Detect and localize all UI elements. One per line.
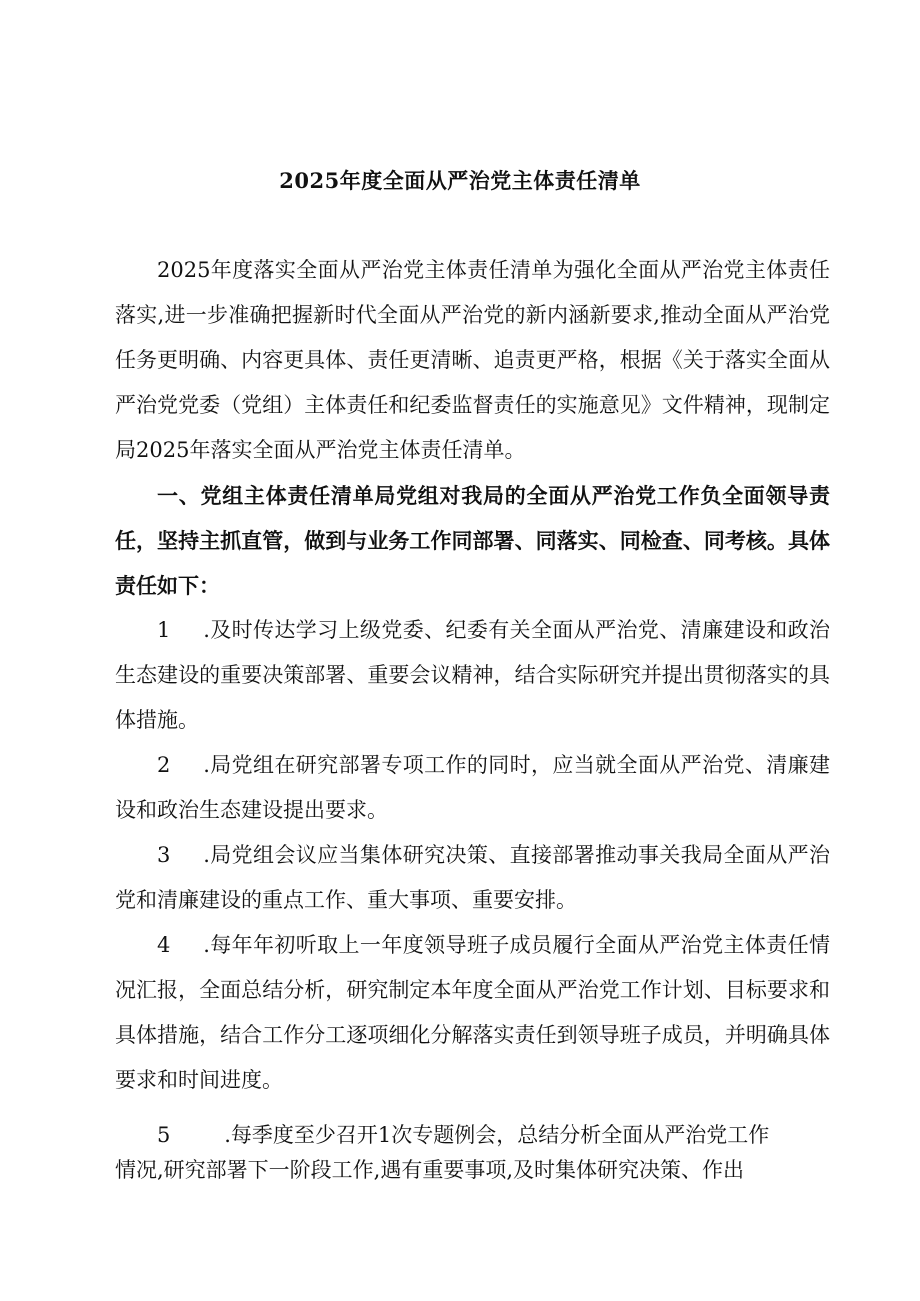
document-title: 2025年度全面从严治党主体责任清单 <box>279 168 641 193</box>
item-text: .局党组会议应当集体研究决策、直接部署推动事关我局全面从严治党和清廉建设的重点工作、重大事项、重要安排。 <box>115 843 830 912</box>
item-text: .局党组在研究部署专项工作的同时，应当就全面从严治党、清廉建设和政治生态建设提出要求。 <box>115 753 830 822</box>
item-number: 1 <box>157 618 171 642</box>
item-number: 4 <box>157 933 171 957</box>
item-text: .及时传达学习上级党委、纪委有关全面从严治党、清廉建设和政治生态建设的重要决策部署、重要会议精神，结合实际研究并提出贯彻落实的具体措施。 <box>115 618 830 732</box>
item-number: 2 <box>157 753 171 777</box>
section-heading: 一、党组主体责任清单局党组对我局的全面从严治党工作负全面领导责任，坚持主抓直管，做到与业务工作同部署、同落实、同检查、同考核。具体责任如下： <box>115 483 830 598</box>
item-text: .每季度至少召开1次专题例会，总结分析全面从严治党工作 <box>224 1123 770 1147</box>
list-item <box>115 923 830 1103</box>
item-text: .每年年初听取上一年度领导班子成员履行全面从严治党主体责任情况汇报，全面总结分析，研究制定本年度全面从严治党工作计划、目标要求和具体措施，结合工作分工逐项细化分解落实责任到领导班子成员，并明确具体要求和时间进度。 <box>115 933 830 1092</box>
item-number: 3 <box>157 843 171 867</box>
list-item <box>115 743 830 833</box>
list-item <box>115 833 830 923</box>
intro-paragraph: 2025年度落实全面从严治党主体责任清单为强化全面从严治党主体责任落实,进一步准确把握新时代全面从严治党的新内涵新要求,推动全面从严治党任务更明确、内容更具体、责任更清晰、追责更严格，根据《关于落实全面从严治党党委（党组）主体责任和纪委监督责任的实施意见》文件精神，现制定局2025年落实全面从严治党主体责任清单。 <box>115 258 830 462</box>
list-item <box>115 608 830 743</box>
document-body <box>115 248 830 1158</box>
item-number: 5 <box>157 1123 171 1147</box>
continuation-line: 情况,研究部署下一阶段工作,遇有重要事项,及时集体研究决策、作出 <box>115 1158 745 1182</box>
